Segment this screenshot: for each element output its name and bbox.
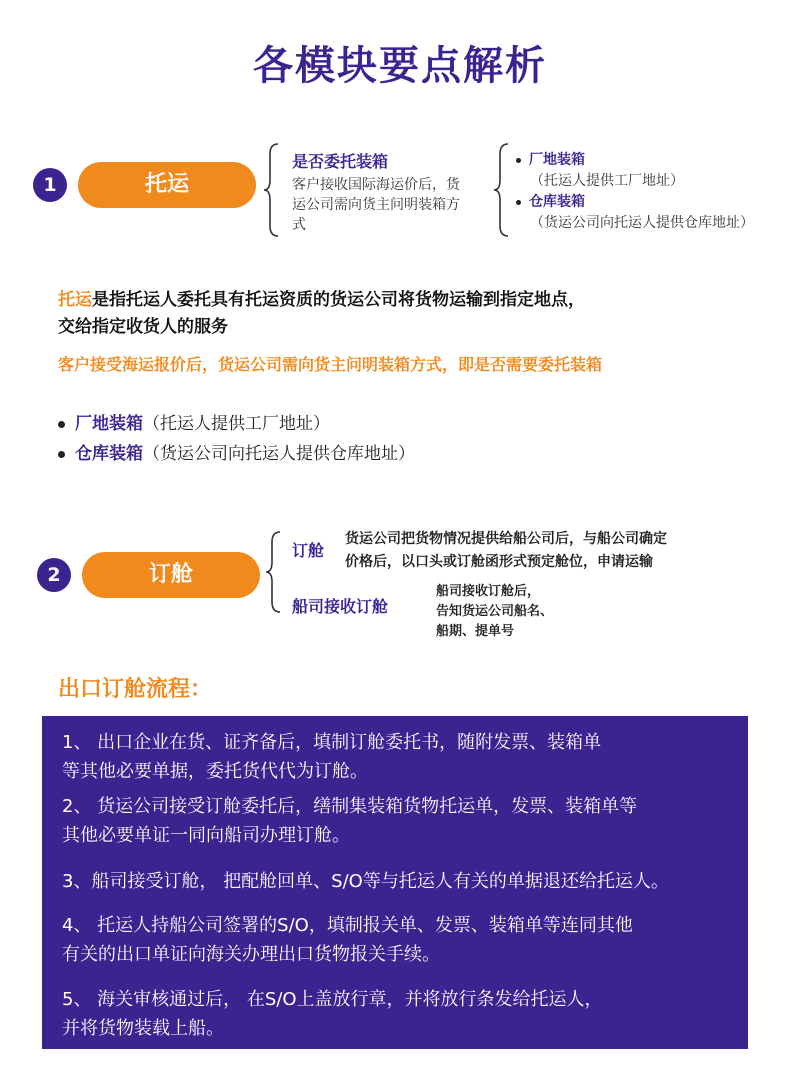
definition-text: 托运是指托运人委托具有托运资质的货运公司将货物运输到指定地点， 交给指定收货人的服务 [58, 290, 585, 337]
bullet-icon [58, 451, 65, 458]
list-item: 仓库装箱 [516, 192, 754, 213]
carrier-accept-label: 船司接收订舱 [292, 597, 389, 616]
definition-bullets [58, 409, 415, 469]
left-brace-icon [262, 142, 282, 238]
step-number-2: 2 [37, 558, 71, 592]
step-pill-consignment: 托运 [78, 162, 256, 208]
bullet-icon [58, 421, 65, 428]
flow-box [42, 716, 748, 1049]
highlight-text: 客户接受海运报价后，货运公司需向货主问明装箱方式，即是否需要委托装箱 [58, 355, 603, 374]
left-brace-icon [492, 142, 512, 238]
flow-step-1: 1、 出口企业在货、证齐备后，填制订舱委托书，随附发票、装箱单 等其他必要单据，委托货代代为订舱。 [62, 732, 602, 782]
list-item: 厂地装箱 [516, 150, 754, 171]
definition-term: 托运 [58, 290, 92, 310]
step-pill-booking: 订舱 [82, 552, 260, 598]
bracket-text: 客户接收国际海运价后，货 运公司需向货主问明装箱方 式 [292, 177, 460, 233]
bullet-icon [516, 200, 521, 205]
booking-label: 订舱 [292, 541, 325, 560]
booking-description: 货运公司把货物情况提供给船公司后，与船公司确定 价格后，以口头或订舱函形式预定舱位，申请运输 [345, 531, 667, 570]
page-title: 各模块要点解析 [253, 43, 547, 89]
left-brace-icon [264, 530, 284, 614]
flow-step-3: 3、船司接受订舱， 把配舱回单、S/O等与托运人有关的单据退还给托运人。 [62, 871, 669, 892]
flow-step-4: 4、 托运人持船公司签署的S/O，填制报关单、发票、装箱单等连同其他 有关的出口单证向海关办理出口货物报关手续。 [62, 915, 633, 965]
step-number-1: 1 [33, 168, 67, 202]
flow-step-5: 5、 海关审核通过后， 在S/O上盖放行章，并将放行条发给托运人， 并将货物装载上船。 [62, 989, 603, 1039]
bullet-icon [516, 158, 521, 163]
option-list: 厂地装箱 （托运人提供工厂地址） 仓库装箱 （货运公司向托运人提供仓库地址） [516, 150, 754, 234]
list-item: 仓库装箱（货运公司向托运人提供仓库地址） [58, 439, 415, 469]
flow-heading: 出口订舱流程： [58, 677, 213, 702]
list-item: 厂地装箱（托运人提供工厂地址） [58, 409, 415, 439]
carrier-accept-description: 船司接收订舱后， 告知货运公司船名、 船期、提单号 [436, 584, 554, 639]
flow-step-2: 2、 货运公司接受订舱委托后，缮制集装箱货物托运单，发票、装箱单等 其他必要单证一同向船司办理订舱。 [62, 796, 638, 846]
bracket-heading: 是否委托装箱 [292, 152, 389, 171]
